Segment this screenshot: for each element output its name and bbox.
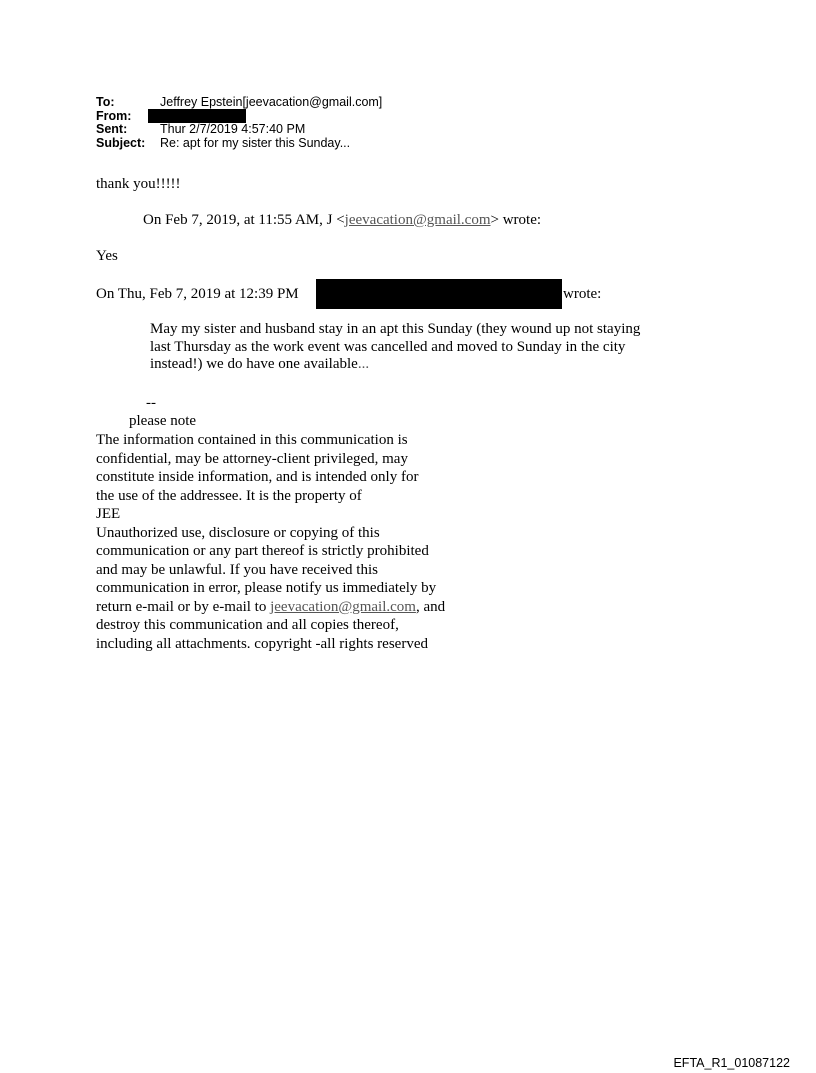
subject-value: Re: apt for my sister this Sunday... <box>160 135 351 150</box>
sent-label: Sent: <box>96 122 128 136</box>
sender-redaction <box>316 279 562 309</box>
disclaimer-line: confidential, may be attorney-client privileged, may <box>96 450 408 467</box>
return-prefix: return e-mail or by e-mail to <box>96 598 271 615</box>
request-quote <box>150 321 710 374</box>
disclaimer-line: constitute inside information, and is intended only for <box>96 469 419 485</box>
to-row <box>96 96 382 110</box>
sent-row <box>96 123 382 137</box>
disclaimer-line: communication or any part thereof is strictly prohibited <box>96 543 429 559</box>
document-id: EFTA_R1_01087122 <box>673 1056 790 1070</box>
subject-label: Subject: <box>96 135 146 150</box>
to-label: To: <box>96 95 115 109</box>
disclaimer-line: including all attachments. copyright -all rights reserved <box>96 635 428 652</box>
subject-row <box>96 137 382 151</box>
yes-line: Yes <box>96 248 118 264</box>
request-ellipsis: ... <box>357 356 370 372</box>
request-line: May my sister and husband stay in an apt this Sunday (they wound up not staying <box>150 321 641 337</box>
from-label: From: <box>96 108 132 123</box>
disclaimer-line: JEE <box>96 506 121 522</box>
disclaimer-line: destroy this communication and all copies thereof, <box>96 617 399 633</box>
to-value: Jeffrey Epstein[jeevacation@gmail.com] <box>160 95 383 109</box>
quote1-line <box>143 212 541 229</box>
quote1-prefix: On Feb 7, 2019, at 11:55 AM, J < <box>143 212 345 228</box>
disclaimer-line: Unauthorized use, disclosure or copying of this <box>96 524 380 541</box>
request-line: last Thursday as the work event was cancelled and moved to Sunday in the city <box>150 338 626 355</box>
quote2-prefix: On Thu, Feb 7, 2019 at 12:39 PM <box>96 286 299 302</box>
signature-dashes: -- <box>146 395 156 411</box>
sent-value: Thur 2/7/2019 4:57:40 PM <box>160 122 306 136</box>
disclaimer-line: communication in error, please notify us immediately by <box>96 580 437 596</box>
thanks-line: thank you!!!!! <box>96 176 181 192</box>
disclaimer-return-line <box>96 598 445 617</box>
return-suffix: , and <box>415 598 446 615</box>
email-header <box>96 96 382 150</box>
quote2-suffix: wrote: <box>563 286 602 302</box>
disclaimer-line: The information contained in this communication is <box>96 432 408 448</box>
disclaimer-line: the use of the addressee. It is the property of <box>96 487 362 504</box>
disclaimer <box>96 431 445 653</box>
request-text: instead!) we do have one available <box>150 356 358 372</box>
please-note: please note <box>129 413 197 429</box>
quote1-suffix: > wrote: <box>490 212 542 228</box>
from-redaction <box>148 109 246 123</box>
from-row <box>96 110 382 124</box>
quote1-email-link[interactable]: jeevacation@gmail.com <box>344 212 491 228</box>
disclaimer-line: and may be unlawful. If you have received this <box>96 561 378 578</box>
request-line-last <box>150 356 710 374</box>
disclaimer-email-link[interactable]: jeevacation@gmail.com <box>270 598 416 615</box>
